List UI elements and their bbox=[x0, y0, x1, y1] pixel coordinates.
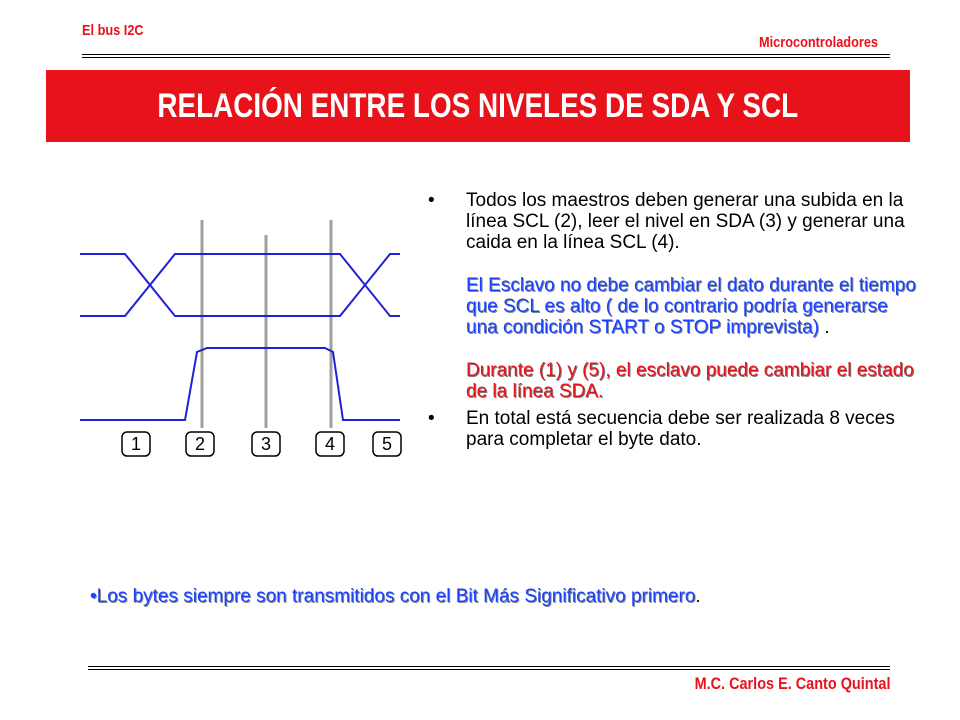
marker-3-label: 3 bbox=[260, 434, 272, 454]
bullet-list bbox=[428, 190, 918, 450]
sda-lower-trace bbox=[80, 254, 400, 316]
bullet-item-masters bbox=[428, 190, 918, 253]
bullet-dot: • bbox=[428, 190, 435, 211]
msb-note-tail: . bbox=[695, 586, 701, 607]
msb-note bbox=[90, 586, 701, 608]
marker-4-label: 4 bbox=[324, 434, 336, 454]
marker-1 bbox=[122, 432, 150, 456]
marker-5-label: 5 bbox=[381, 434, 393, 454]
note-slave-text: El Esclavo no debe cambiar el dato durante el tiempo que SCL es alto ( de lo contrario podría generarse una condición START o STOP imprevista) bbox=[466, 275, 916, 338]
marker-2-label: 2 bbox=[194, 434, 206, 454]
note-during-item bbox=[428, 360, 918, 402]
author-label: M.C. Carlos E. Canto Quintal bbox=[694, 674, 890, 693]
note-slave-item bbox=[428, 275, 918, 338]
course-label: Microcontroladores bbox=[758, 34, 878, 51]
title-banner bbox=[46, 70, 910, 142]
bottom-rule-2 bbox=[88, 669, 890, 670]
top-rule-1 bbox=[82, 54, 890, 55]
timing-diagram bbox=[75, 210, 415, 470]
scl-trace bbox=[80, 348, 400, 420]
bullet-text-total: En total está secuencia debe ser realizada 8 veces para completar el byte dato. bbox=[466, 408, 895, 450]
marker-2 bbox=[186, 432, 214, 456]
note-during-text: Durante (1) y (5), el esclavo puede cambiar el estado de la línea SDA. bbox=[466, 360, 914, 402]
top-rule-2 bbox=[82, 57, 890, 58]
sda-upper-trace bbox=[80, 254, 400, 316]
bottom-rule-1 bbox=[88, 666, 890, 667]
section-label: El bus I2C bbox=[82, 22, 144, 39]
msb-note-text: •Los bytes siempre son transmitidos con el Bit Más Significativo primero bbox=[90, 586, 696, 607]
marker-4 bbox=[316, 432, 344, 456]
bullet-text-masters: Todos los maestros deben generar una subida en la línea SCL (2), leer el nivel en SDA (3) y generar una caida en la línea SCL (4). bbox=[466, 190, 905, 253]
slide-title: RELACIÓN ENTRE LOS NIVELES DE SDA Y SCL bbox=[157, 86, 799, 125]
bullet-item-total bbox=[428, 408, 918, 450]
marker-5 bbox=[373, 432, 401, 456]
marker-1-label: 1 bbox=[130, 434, 142, 454]
marker-3 bbox=[252, 432, 280, 456]
bullet-dot: • bbox=[428, 408, 435, 429]
note-slave-tail: . bbox=[819, 317, 830, 338]
